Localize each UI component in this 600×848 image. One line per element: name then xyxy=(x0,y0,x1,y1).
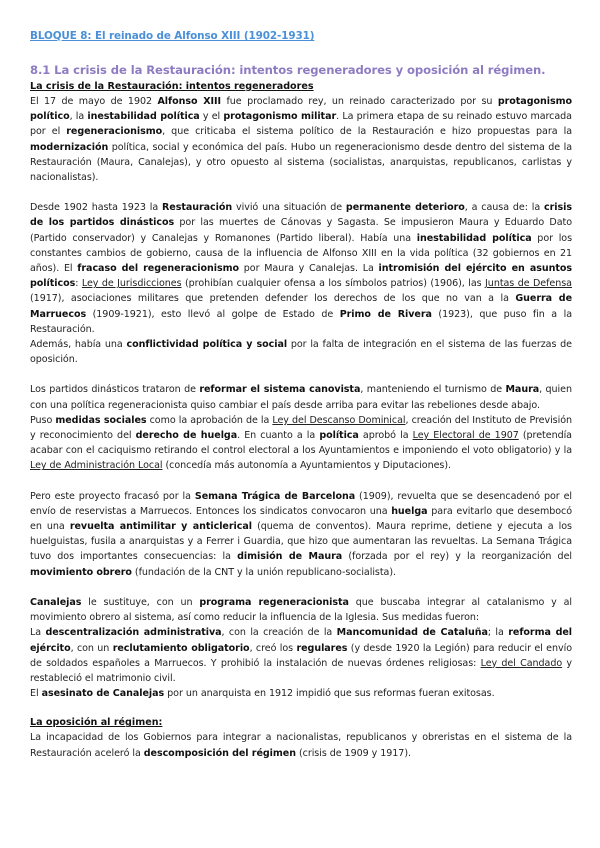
text-run: (pretendía acabar con el caciquismo retirando el control electoral a los Ayuntamientos e imponiendo el voto obligatorio) y la xyxy=(30,430,572,457)
text-run: (crisis de 1909 y 1917). xyxy=(295,747,411,759)
bold-term: medidas sociales xyxy=(55,414,147,426)
text-run: (prohibían cualquier ofensa a los símbolos patrios) (1906), las xyxy=(181,278,486,290)
underlined-law: Ley del Descanso Dominical xyxy=(272,414,406,426)
text-run: como la aprobación de la xyxy=(146,414,273,426)
bold-term: intromisión del ejército en asuntos políticos xyxy=(30,263,572,290)
text-run: (concedía más autonomía a Ayuntamientos y Diputaciones). xyxy=(162,460,452,472)
bold-term: política xyxy=(319,430,359,442)
text-run: (1917), asociaciones militares que pretenden defender los derechos de los que no van a la xyxy=(30,293,516,305)
underlined-law: Juntas de Defensa xyxy=(485,278,572,290)
text-run: , la xyxy=(69,111,88,123)
bold-term: programa regeneracionista xyxy=(199,596,349,608)
text-run: Puso xyxy=(30,414,56,426)
text-run: La incapacidad de los Gobiernos para integrar a nacionalistas, republicanos y obreristas en el sistema de la Restauración aceleró la xyxy=(30,732,572,759)
bold-term: Guerra de Marruecos xyxy=(30,293,573,320)
underlined-law: Ley del Candado xyxy=(480,657,563,669)
bold-term: Mancomunidad de Cataluña xyxy=(336,627,488,639)
text-run: por Maura y Canalejas. La xyxy=(239,263,379,275)
bold-term: regulares xyxy=(296,642,348,654)
text-run: Además, había una xyxy=(30,339,127,351)
text-run: , que criticaba el sistema político de la Restauración e hizo propuestas para la xyxy=(162,126,572,138)
text-run: (fundación de la CNT y la unión republicano-socialista). xyxy=(131,566,397,578)
bold-term: Primo de Rivera xyxy=(339,308,432,320)
text-run: El 17 de mayo de 1902 xyxy=(30,96,158,107)
text-run: , con la creación de la xyxy=(221,627,337,639)
bold-term: reclutamiento obligatorio xyxy=(112,642,250,654)
text-run: (forzada por el rey) y la reorganización del xyxy=(342,551,572,563)
text-run: por la falta de integración en el sistema de las fuerzas de oposición. xyxy=(30,339,573,366)
spacer xyxy=(30,474,572,489)
underlined-law: Ley Electoral de 1907 xyxy=(412,430,519,442)
paragraph-medidas-sociales xyxy=(30,413,572,474)
paragraph-deterioro xyxy=(30,200,572,337)
spacer xyxy=(30,367,572,382)
bold-term: revuelta antimilitar y anticlerical xyxy=(69,521,252,533)
bold-term: Restauración xyxy=(162,202,233,214)
bold-term: descomposición del régimen xyxy=(143,747,296,759)
text-run: , creó los xyxy=(249,642,297,654)
spacer xyxy=(30,701,572,716)
spacer xyxy=(30,185,572,200)
bold-term: derecho de huelga xyxy=(135,430,238,442)
paragraph-canalejas-medidas xyxy=(30,625,572,686)
text-run: , manteniendo el turnismo de xyxy=(360,384,506,396)
bold-term: reformar el sistema canovista xyxy=(199,384,361,396)
text-run: . En cuanto a la xyxy=(237,430,320,442)
bold-term: Maura xyxy=(505,384,540,396)
text-run: , con un xyxy=(70,642,113,654)
bold-term: fracaso del regeneracionismo xyxy=(77,263,239,275)
bold-term: asesinato de Canalejas xyxy=(41,688,165,700)
bold-term: modernización xyxy=(30,141,109,153)
bold-term: regeneracionismo xyxy=(66,126,163,138)
bold-term: Semana Trágica de Barcelona xyxy=(194,490,356,502)
bold-term: permanente deterioro xyxy=(345,202,465,214)
text-run: , creación del Instituto de Previsión y reconocimiento del xyxy=(30,414,572,442)
text-run: Los partidos dinásticos trataron de xyxy=(30,384,200,396)
bold-term: movimiento obrero xyxy=(30,566,132,578)
text-run: (quema de conventos). Maura reprime, detiene y ejecuta a los huelguistas, fusila a anarquistas y a Ferrer i Guardia, que hizo que aumentaran las revueltas. La Semana Trágica tuvo dos importantes consecuencias: la xyxy=(30,521,572,563)
bold-term: Alfonso XIII xyxy=(157,96,222,107)
bold-term: inestabilidad política xyxy=(87,111,200,123)
subsection-title-oposicion: La oposición al régimen: xyxy=(30,717,163,729)
text-run: vivió una situación de xyxy=(232,202,346,214)
bold-term: dimisión de Maura xyxy=(237,551,343,563)
paragraph-conflictividad xyxy=(30,337,572,367)
subsection-title-crisis: La crisis de la Restauración: intentos regeneradores xyxy=(30,81,314,92)
text-run: . La primera etapa de su reinado estuvo marcada por el xyxy=(30,111,572,138)
bold-term: protagonismo militar xyxy=(223,111,337,123)
text-run: y el xyxy=(199,111,224,123)
bold-term: Canalejas xyxy=(30,596,82,608)
paragraph-alfonso-xiii xyxy=(30,94,572,185)
text-run: Desde 1902 hasta 1923 la xyxy=(30,202,162,214)
bold-term: reforma del ejército xyxy=(30,627,572,654)
bold-term: crisis de los partidos dinásticos xyxy=(30,202,572,229)
bold-term: huelga xyxy=(391,505,428,517)
paragraph-semana-tragica xyxy=(30,489,572,580)
text-run: por los constantes cambios de gobierno, causa de la influencia de Alfonso XIII en la vida política (32 gobiernos en 21 años). El xyxy=(30,232,573,275)
paragraph-canalejas xyxy=(30,595,572,625)
text-run: que buscaba integrar al catalanismo y al movimiento obrero al sistema, así como reducir la influencia de la Iglesia. Sus medidas fueron: xyxy=(30,596,572,624)
text-run: La xyxy=(30,627,46,639)
text-run: , a causa de: la xyxy=(464,202,544,214)
spacer xyxy=(30,580,572,595)
text-run: El xyxy=(30,688,42,700)
text-run: (1909), revuelta que se desencadenó por el envío de reservistas a Marruecos. Entonces los sindicatos convocaron una xyxy=(30,490,572,517)
bold-term: descentralización administrativa xyxy=(45,627,222,639)
text-run: Pero este proyecto fracasó por la xyxy=(30,490,195,502)
text-run: le sustituye, con un xyxy=(81,596,200,608)
text-run: (1909-1921), esto llevó al golpe de Estado de xyxy=(86,308,340,320)
text-run: ; la xyxy=(487,627,509,639)
bold-term: conflictividad política y social xyxy=(126,339,288,351)
paragraph-reformar-sistema xyxy=(30,382,572,412)
text-run: por un anarquista en 1912 impidió que sus reformas fueran exitosas. xyxy=(164,688,495,700)
text-run: por las muertes de Cánovas y Sagasta. Se impusieron Maura y Eduardo Dato (Partido conservador) y Canalejas y Romanones (Partido liberal). Había una xyxy=(30,217,572,244)
text-run: para evitarlo que desembocó en una xyxy=(30,505,572,533)
text-run: : xyxy=(75,278,82,290)
text-run: política, social y económica del país. Hubo un regeneracionismo desde dentro del sistema de la Restauración (Maura, Canalejas), y otro opuesto al sistema (socialistas, anarquistas, republicanos, carlistas y nacionalistas). xyxy=(30,141,572,184)
underlined-law: Ley de Administración Local xyxy=(30,460,163,472)
text-run: , quien con una política regeneracionista quiso cambiar el país desde arriba para evitar las rebeliones desde abajo. xyxy=(30,384,572,411)
section-title: 8.1 La crisis de la Restauración: intentos regeneradores y oposición al régimen. xyxy=(30,63,546,77)
bold-term: protagonismo político xyxy=(30,96,573,123)
text-run: (y desde 1920 la Legión) para reducir el envío de soldados españoles a Marruecos. Y prohibió la instalación de nuevas órdenes religiosas: xyxy=(30,642,572,669)
text-run: (1923), que puso fin a la Restauración. xyxy=(30,308,572,335)
underlined-law: Ley de Jurisdicciones xyxy=(81,278,182,290)
block-title[interactable]: BLOQUE 8: El reinado de Alfonso XIII (1902-1931) xyxy=(30,30,315,42)
text-run: y restableció el matrimonio civil. xyxy=(30,657,572,684)
text-run: aprobó la xyxy=(358,430,413,442)
bold-term: inestabilidad política xyxy=(416,232,532,244)
paragraph-asesinato xyxy=(30,686,572,701)
paragraph-oposicion xyxy=(30,730,572,760)
text-run: fue proclamado rey, un reinado caracterizado por su xyxy=(221,96,498,107)
